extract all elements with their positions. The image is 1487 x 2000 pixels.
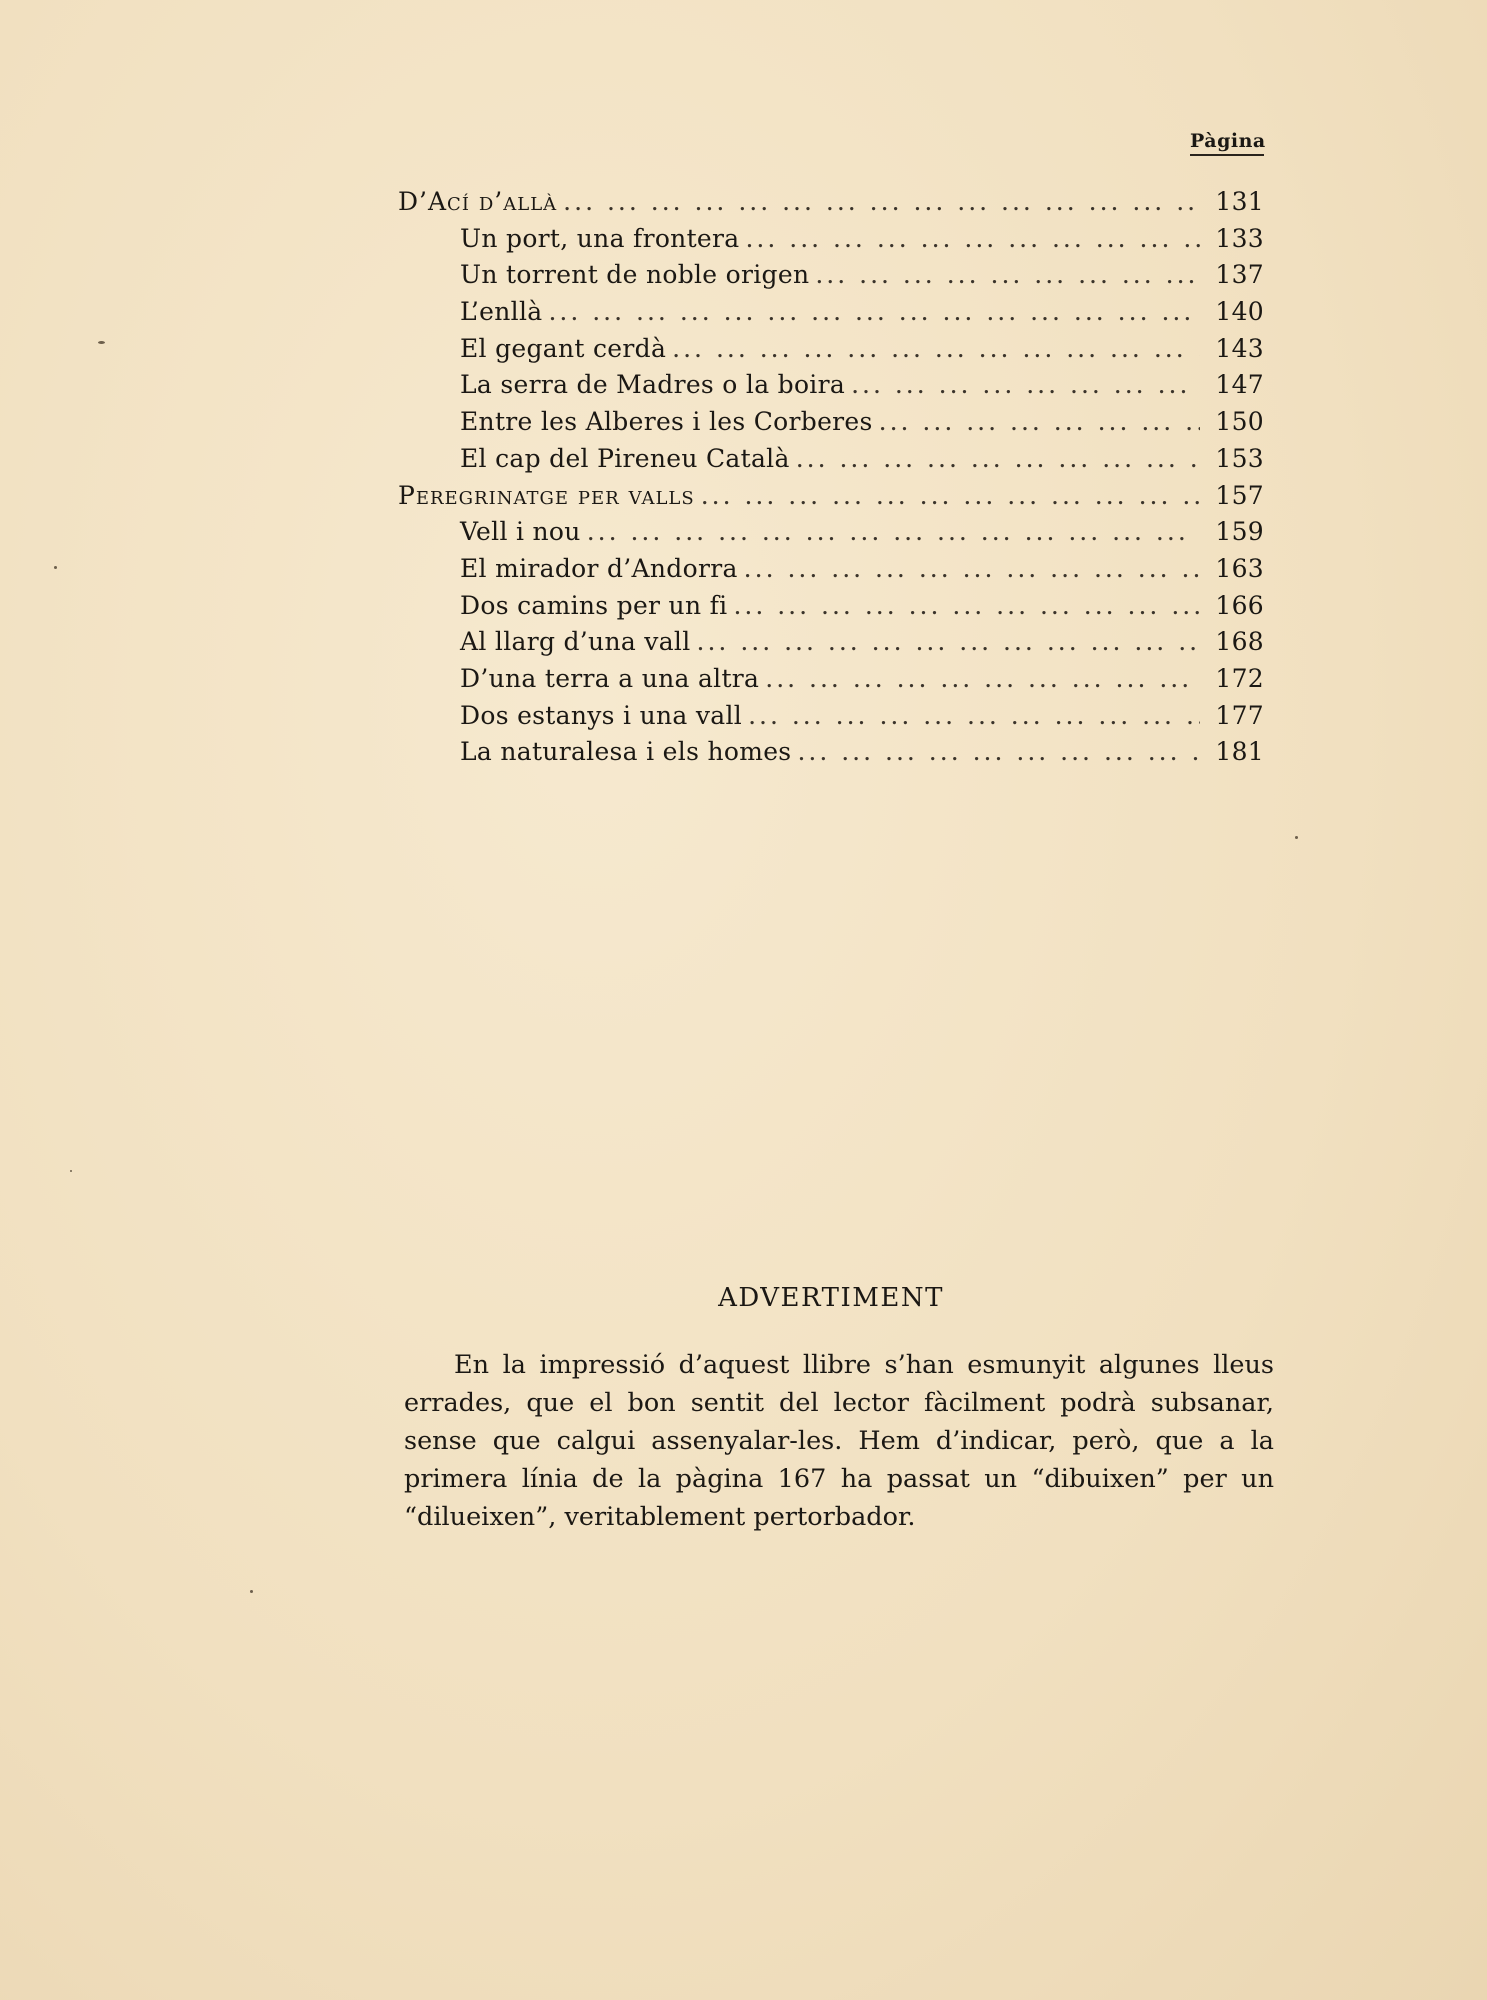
toc-entry bbox=[398, 260, 1264, 297]
dot-leader bbox=[815, 260, 1200, 289]
paper-speck bbox=[250, 1590, 253, 1593]
toc-entry-title: D’una terra a una altra bbox=[460, 663, 760, 693]
toc-entry-page: 131 bbox=[1215, 187, 1264, 216]
toc-entry bbox=[398, 664, 1264, 701]
toc-entry-title: Dos estanys i una vall bbox=[460, 700, 743, 730]
toc-entry-page: 153 bbox=[1215, 443, 1264, 473]
toc-entry-page: 172 bbox=[1215, 663, 1264, 693]
dot-leader bbox=[672, 334, 1200, 363]
dot-leader bbox=[548, 297, 1200, 326]
dot-leader bbox=[733, 591, 1200, 620]
notice-paragraph: En la impressió d’aquest llibre s’han esmunyit algunes lleus errades, que el bon sentit del lector fàcilment podrà subsanar, sense que calgui assenyalar-les. Hem d’indicar, però, que a la primera línia de la pàgina 167 ha passat un “dibuixen” per un “dilueixen”, veritablement pertorbador. bbox=[404, 1350, 1274, 1532]
toc-entry-page: 157 bbox=[1215, 480, 1264, 510]
toc-entry-title: La naturalesa i els homes bbox=[460, 737, 792, 767]
toc-entry bbox=[398, 334, 1264, 371]
toc-entry-page: 150 bbox=[1215, 407, 1264, 437]
toc-entry-title: Vell i nou bbox=[460, 517, 581, 547]
toc-entry-title: Peregrinatge per valls bbox=[398, 480, 695, 510]
dot-leader bbox=[701, 481, 1200, 510]
toc-entry-title: D’Ací d’allà bbox=[398, 187, 558, 216]
dot-leader bbox=[748, 701, 1200, 730]
toc-entry bbox=[398, 517, 1264, 554]
toc-entry-title: El gegant cerdà bbox=[460, 333, 667, 363]
dot-leader bbox=[796, 444, 1200, 473]
toc-entry-page: 147 bbox=[1215, 370, 1264, 400]
toc-entry-page: 137 bbox=[1215, 260, 1264, 290]
toc-entry bbox=[398, 444, 1264, 481]
toc-entry bbox=[398, 297, 1264, 334]
toc-entry-page: 166 bbox=[1215, 590, 1264, 620]
table-of-contents bbox=[398, 187, 1264, 774]
toc-entry bbox=[398, 370, 1264, 407]
toc-entry bbox=[398, 224, 1264, 261]
toc-entry-page: 143 bbox=[1215, 333, 1264, 363]
toc-entry-title: Al llarg d’una vall bbox=[460, 627, 691, 657]
dot-leader bbox=[765, 664, 1200, 693]
toc-entry bbox=[398, 554, 1264, 591]
toc-entry-page: 133 bbox=[1215, 223, 1264, 253]
toc-entry-page: 181 bbox=[1215, 737, 1264, 767]
toc-entry-page: 159 bbox=[1215, 517, 1264, 547]
toc-entry-title: Un port, una frontera bbox=[460, 223, 740, 253]
page-column-header: Pàgina bbox=[1190, 130, 1264, 156]
toc-entry bbox=[398, 701, 1264, 738]
toc-entry-title: Dos camins per un fi bbox=[460, 590, 728, 620]
toc-entry bbox=[398, 591, 1264, 628]
dot-leader bbox=[745, 224, 1200, 253]
toc-entry-title: La serra de Madres o la boira bbox=[460, 370, 846, 400]
notice-heading: ADVERTIMENT bbox=[718, 1283, 944, 1313]
paper-speck bbox=[70, 1170, 72, 1172]
paper-speck bbox=[54, 566, 57, 569]
toc-entry-page: 177 bbox=[1215, 700, 1264, 730]
toc-entry bbox=[398, 407, 1264, 444]
toc-section-entry bbox=[398, 481, 1264, 518]
toc-entry-title: L’enllà bbox=[460, 297, 543, 327]
paper-speck bbox=[98, 341, 105, 344]
toc-entry-page: 140 bbox=[1215, 297, 1264, 327]
dot-leader bbox=[587, 517, 1200, 546]
dot-leader bbox=[797, 737, 1200, 766]
dot-leader bbox=[879, 407, 1200, 436]
toc-entry bbox=[398, 627, 1264, 664]
dot-leader bbox=[697, 627, 1200, 656]
toc-entry-title: Un torrent de noble origen bbox=[460, 260, 810, 290]
dot-leader bbox=[851, 370, 1200, 399]
dot-leader bbox=[744, 554, 1200, 583]
toc-entry-title: El mirador d’Andorra bbox=[460, 553, 738, 583]
paper-speck bbox=[1295, 836, 1298, 839]
toc-entry bbox=[398, 737, 1264, 774]
toc-entry-page: 168 bbox=[1215, 627, 1264, 657]
toc-section-entry bbox=[398, 187, 1264, 224]
toc-entry-page: 163 bbox=[1215, 553, 1264, 583]
toc-entry-title: El cap del Pireneu Català bbox=[460, 443, 790, 473]
dot-leader bbox=[563, 187, 1200, 216]
toc-entry-title: Entre les Alberes i les Corberes bbox=[460, 407, 873, 437]
